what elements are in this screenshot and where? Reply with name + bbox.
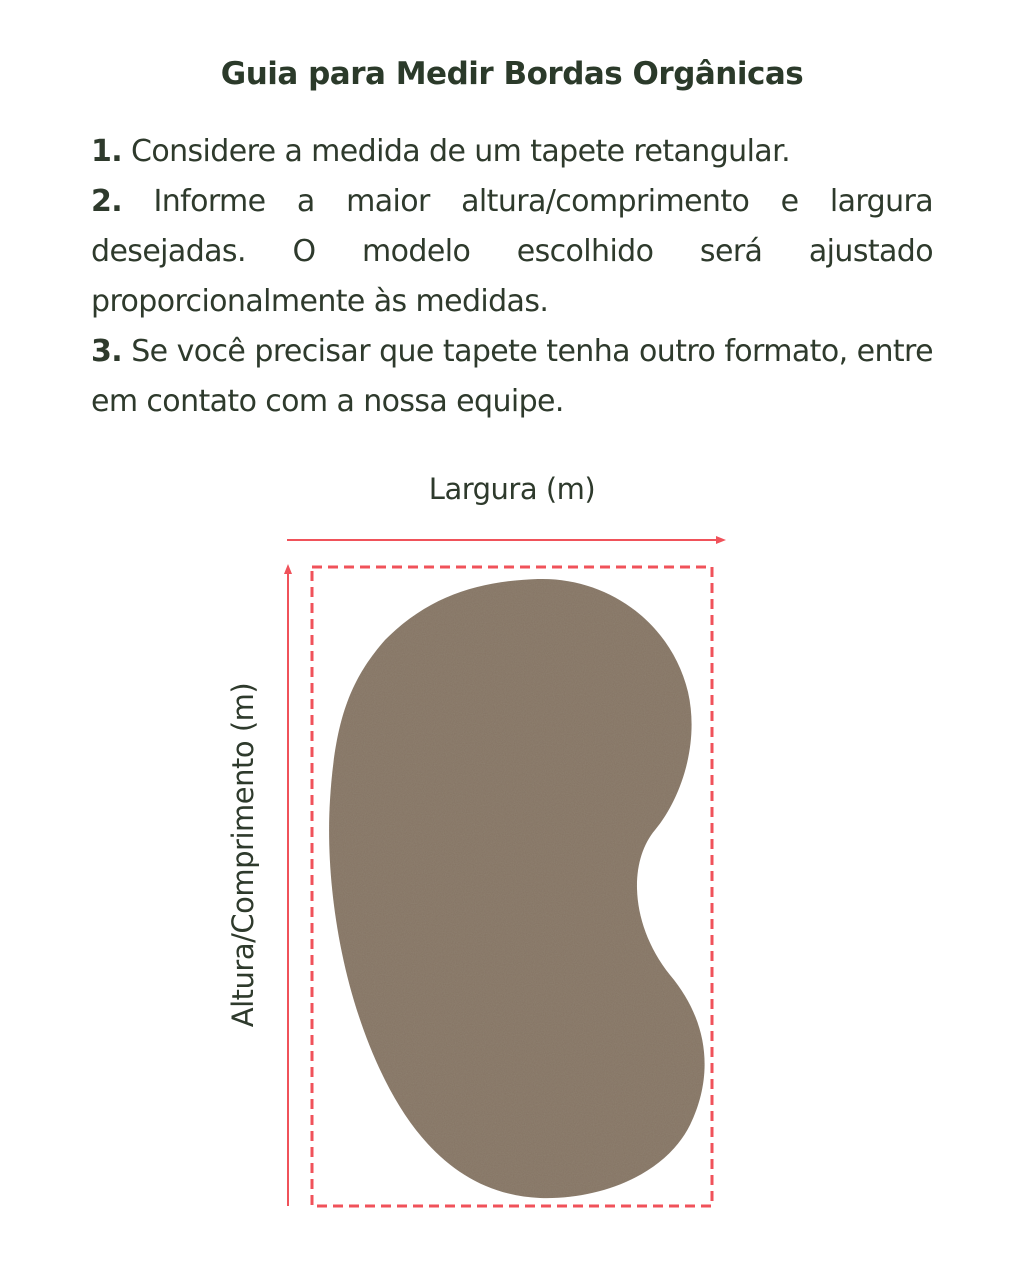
step-3-text: Se você precisar que tapete tenha outro formato, entre em contato com a nossa equipe. [91,334,933,419]
step-1-number: 1. [91,134,123,169]
height-arrow [284,564,292,1206]
height-label: Altura/Comprimento (m) [226,682,260,1028]
width-label: Largura (m) [428,472,596,506]
width-arrow [287,536,726,544]
step-2-number: 2. [91,184,123,219]
step-3-number: 3. [91,334,123,369]
step-1-text: Considere a medida de um tapete retangular. [122,134,790,169]
organic-rug-shape [329,579,705,1198]
page-title: Guia para Medir Bordas Orgânicas [220,56,804,92]
step-2-text: Informe a maior altura/comprimento e largura desejadas. O modelo escolhido será ajustado proporcionalmente às medidas. [91,184,933,319]
